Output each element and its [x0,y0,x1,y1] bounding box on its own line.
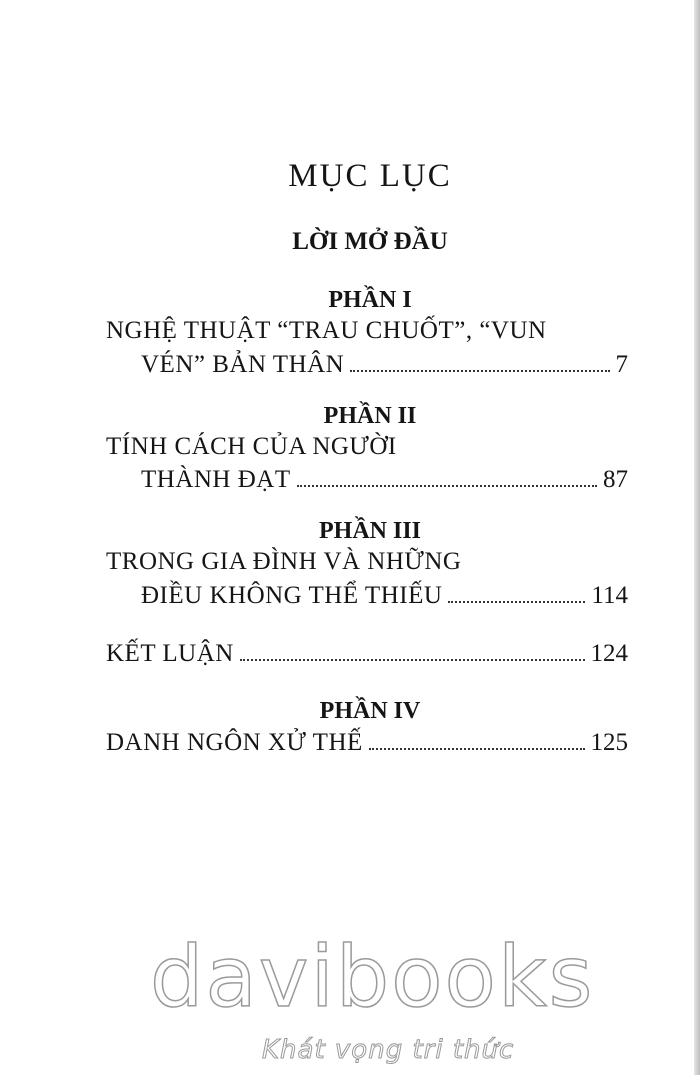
leader-dots [297,485,597,487]
leader-dots [240,659,585,661]
part-3-title-line-2: ĐIỀU KHÔNG THỂ THIẾU [141,582,443,609]
part-1-entry [141,351,628,379]
part-2-heading: PHẦN II [323,403,417,429]
part-2-title-line-2: THÀNH ĐẠT [141,466,291,493]
watermark-slogan: Khát vọng tri thức [262,1035,515,1065]
conclusion-entry [106,640,628,668]
part-3-page-number: 114 [591,582,628,609]
leader-dots [448,601,585,603]
preface-heading: LỜI MỞ ĐẦU [292,228,448,255]
conclusion-page-number: 124 [590,640,628,667]
part-1-title-line-2: VÉN” BẢN THÂN [141,351,345,378]
part-3-entry [141,582,628,610]
conclusion-label: KẾT LUẬN [106,640,234,667]
part-2-title-line-1: TÍNH CÁCH CỦA NGƯỜI [106,433,397,460]
part-1-page-number: 7 [615,351,628,378]
part-3-title-line-1: TRONG GIA ĐÌNH VÀ NHỮNG [106,548,462,575]
part-2-entry [141,466,628,494]
part-2-page-number: 87 [603,466,628,493]
part-1-heading: PHẦN I [328,287,412,313]
leader-dots [369,748,585,750]
leader-dots [350,370,609,372]
part-4-entry [106,729,628,757]
part-4-heading: PHẦN IV [319,698,421,724]
part-3-heading: PHẦN III [318,518,421,544]
toc-title: MỤC LỤC [288,158,452,194]
part-4-page-number: 125 [590,729,628,756]
part-1-title-line-1: NGHỆ THUẬT “TRAU CHUỐT”, “VUN [106,317,547,344]
part-4-title-line-1: DANH NGÔN XỬ THẾ [106,729,363,756]
watermark-brand: davibooks [150,928,595,1026]
